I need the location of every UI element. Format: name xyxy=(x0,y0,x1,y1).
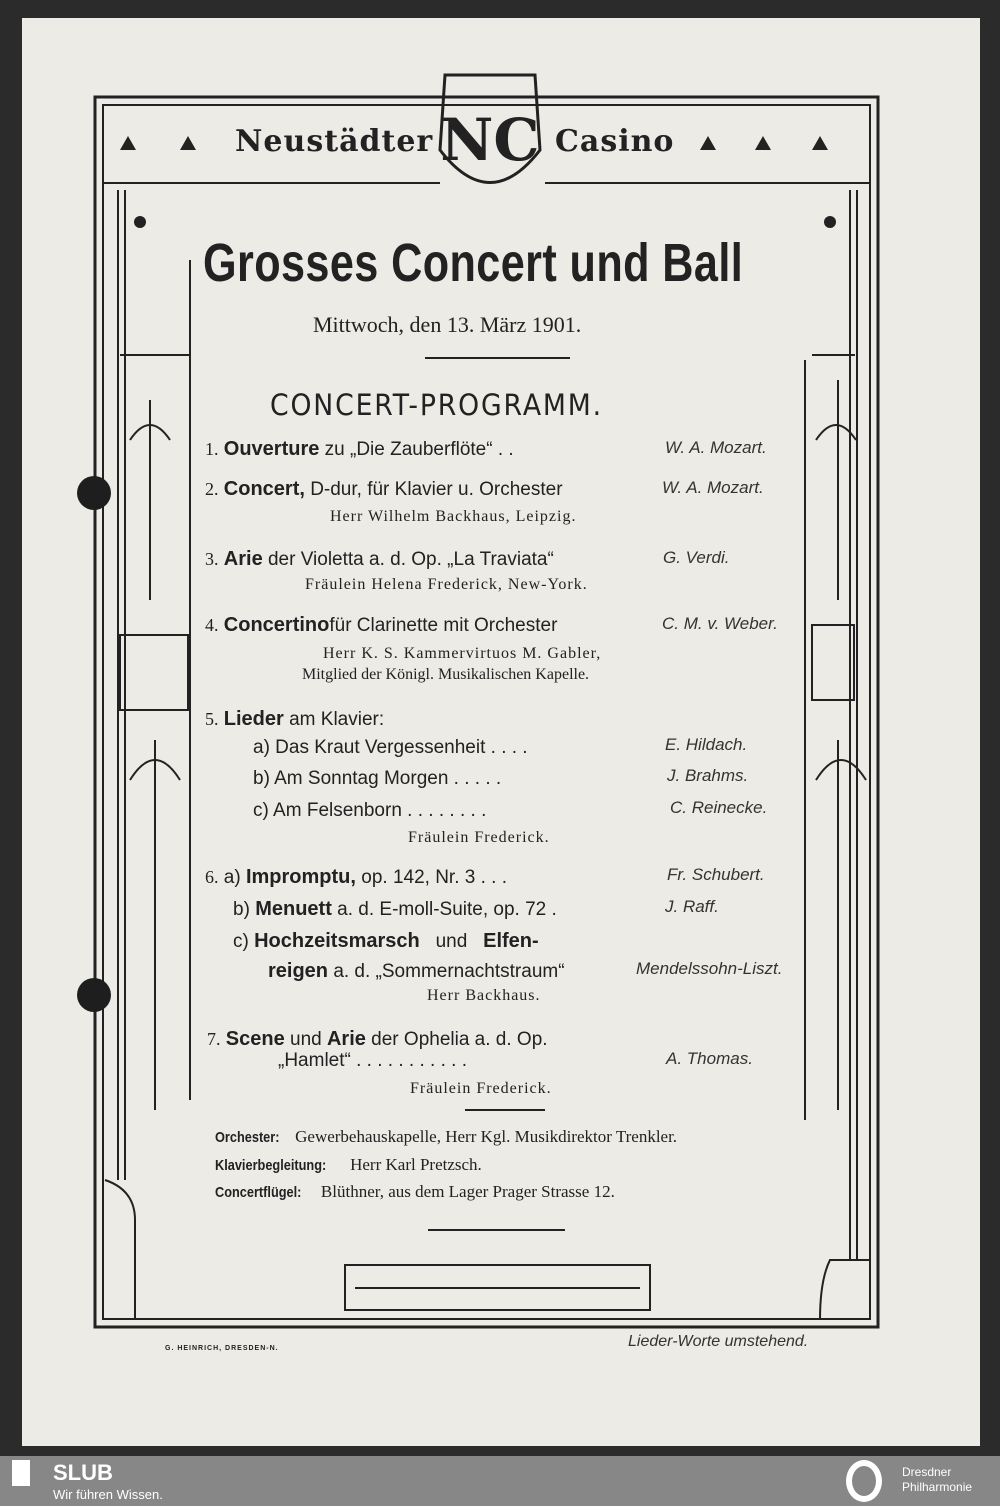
performer: Herr Wilhelm Backhaus, Leipzig. xyxy=(330,508,577,525)
credit-concert-grand: Concertflügel: Blüthner, aus dem Lager Prager Strasse 12. xyxy=(215,1182,615,1201)
program-heading: CONCERT-PROGRAMM. xyxy=(270,388,603,422)
monogram: NC xyxy=(440,106,540,174)
composer: C. Reinecke. xyxy=(670,798,768,817)
program-item-6a: 6. a) Impromptu, op. 142, Nr. 3 . . . xyxy=(205,866,507,888)
composer: W. A. Mozart. xyxy=(665,438,767,457)
philharmonie-line2[interactable]: Philharmonie xyxy=(902,1480,973,1494)
footer-bar xyxy=(0,1456,1000,1506)
philharmonie-line1[interactable]: Dresdner xyxy=(902,1465,952,1479)
header-right-word: Casino xyxy=(555,124,675,159)
composer: W. A. Mozart. xyxy=(662,478,764,497)
program-item-3: 3. Arie der Violetta a. d. Op. „La Traviata“ xyxy=(205,548,554,570)
composer: J. Brahms. xyxy=(667,766,749,785)
lyrics-note: Lieder-Worte umstehend. xyxy=(628,1333,809,1350)
composer: G. Verdi. xyxy=(663,548,730,567)
philharmonie-logo-icon xyxy=(846,1460,882,1502)
program-item-5: 5. Lieder am Klavier: xyxy=(205,708,385,730)
composer: Fr. Schubert. xyxy=(667,865,765,884)
composer: E. Hildach. xyxy=(665,735,748,754)
program-item-6c: c) Hochzeitsmarsch und Elfen- xyxy=(233,930,539,952)
performer: Fräulein Frederick. xyxy=(408,829,550,846)
composer: A. Thomas. xyxy=(666,1049,753,1068)
song: a) Das Kraut Vergessenheit . . . . xyxy=(253,737,528,758)
punch-hole xyxy=(77,476,111,510)
performer: Fräulein Frederick. xyxy=(410,1080,552,1097)
performer: Fräulein Helena Frederick, New-York. xyxy=(305,576,588,593)
song: b) Am Sonntag Morgen . . . . . xyxy=(253,768,502,789)
page-title: Grosses Concert und Ball xyxy=(203,233,744,293)
program-item-2: 2. Concert, D-dur, für Klavier u. Orchester xyxy=(205,478,563,500)
performer-detail: Mitglied der Königl. Musikalischen Kapelle. xyxy=(302,666,590,683)
slub-title[interactable]: SLUB xyxy=(53,1460,113,1485)
program-item-4: 4. Concertinofür Clarinette mit Orchester xyxy=(205,614,558,636)
credit-orchestra: Orchester: Gewerbehauskapelle, Herr Kgl. Musikdirektor Trenkler. xyxy=(215,1127,678,1146)
composer: J. Raff. xyxy=(665,897,719,916)
program-item-7-cont: „Hamlet“ . . . . . . . . . . . xyxy=(278,1050,467,1071)
event-date: Mittwoch, den 13. März 1901. xyxy=(313,312,582,337)
printer-imprint: G. HEINRICH, DRESDEN-N. xyxy=(165,1345,279,1352)
composer: Mendelssohn-Liszt. xyxy=(636,959,783,978)
slub-logo-icon xyxy=(12,1460,30,1486)
performer: Herr Backhaus. xyxy=(427,987,541,1004)
punch-hole xyxy=(77,978,111,1012)
program-item-1: 1. Ouverture zu „Die Zauberflöte“ . . xyxy=(205,438,514,460)
program-item-7: 7. Scene und Arie der Ophelia a. d. Op. xyxy=(207,1028,548,1050)
performer: Herr K. S. Kammervirtuos M. Gabler, xyxy=(323,645,602,662)
song: c) Am Felsenborn . . . . . . . . xyxy=(253,800,487,821)
program-item-6b: b) Menuett a. d. E-moll-Suite, op. 72 . xyxy=(233,898,557,920)
header-left-word: Neustädter xyxy=(235,124,434,159)
composer: C. M. v. Weber. xyxy=(662,614,778,633)
program-item-6c-cont: reigen a. d. „Sommernachtstraum“ xyxy=(268,960,565,982)
slub-tagline: Wir führen Wissen. xyxy=(53,1487,163,1502)
credit-piano-accompaniment: Klavierbegleitung: Herr Karl Pretzsch. xyxy=(215,1155,482,1174)
